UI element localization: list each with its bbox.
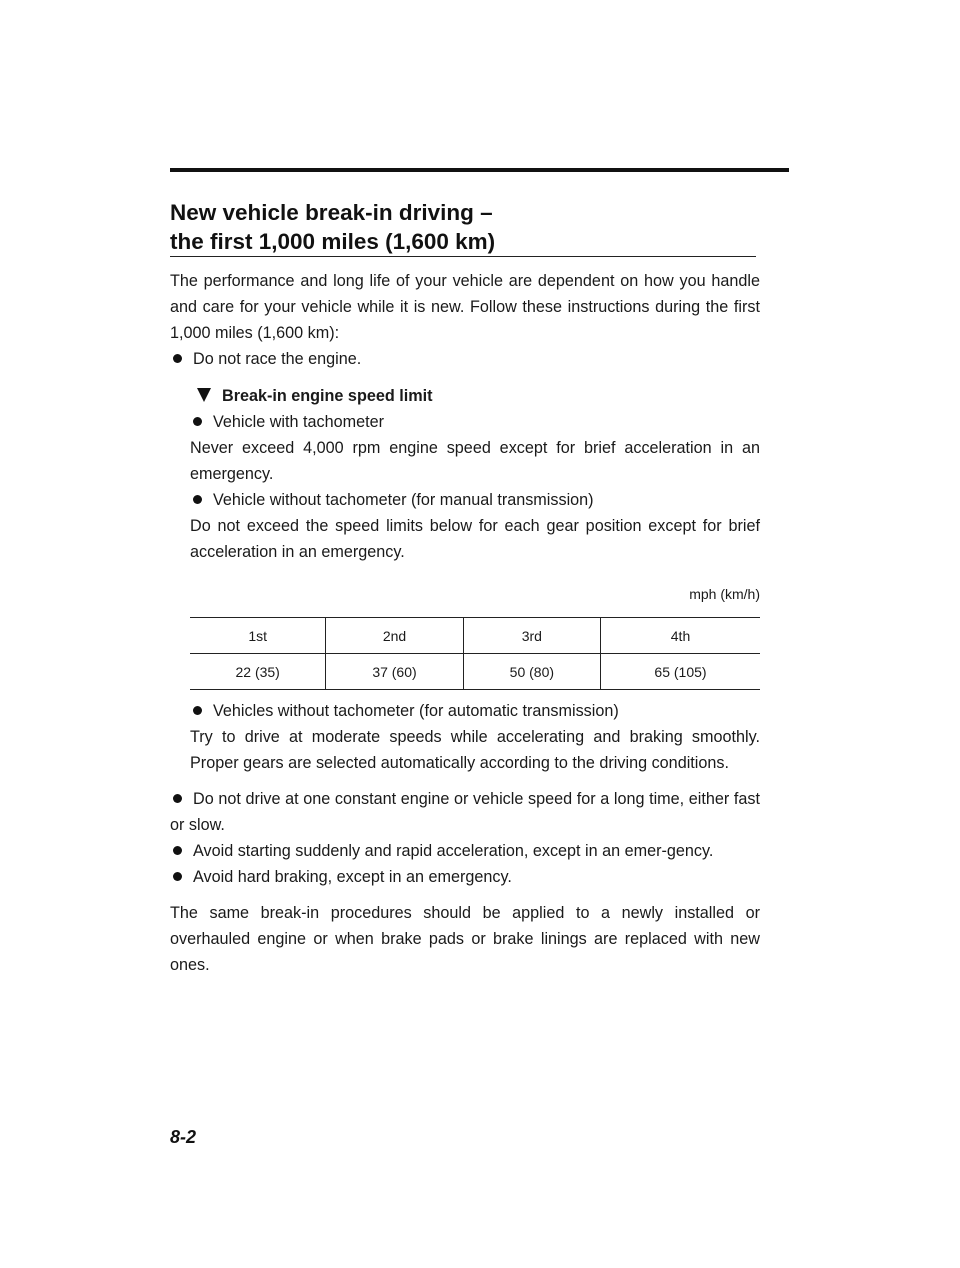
section-heading-text: Break-in engine speed limit (222, 387, 433, 405)
bullet-icon (173, 354, 182, 363)
top-rule (170, 168, 789, 172)
table-cell: 65 (105) (601, 654, 760, 690)
bullet-item-automatic (190, 698, 760, 724)
bullet-item-manual (190, 487, 760, 513)
bullet-icon (173, 794, 182, 803)
bullet-text: Vehicle without tachometer (for manual transmission) (213, 491, 594, 509)
closing-paragraph: The same break-in procedures should be applied to a newly installed or overhauled engine or when brake pads or brake linings are replaced with new ones. (170, 904, 760, 974)
automatic-paragraph: Try to drive at moderate speeds while accelerating and braking smoothly. Proper gears are selected automatically according to the driving conditions. (190, 728, 760, 772)
table-header-cell: 4th (601, 618, 760, 654)
table-cell: 22 (35) (190, 654, 326, 690)
spacer (170, 890, 760, 900)
manual-paragraph: Do not exceed the speed limits below for each gear position except for brief acceleration in an emergency. (190, 517, 760, 561)
bullet-item-race (170, 346, 760, 372)
down-triangle-icon (197, 388, 211, 402)
bullet-item-constant-speed (170, 786, 760, 838)
page-content (170, 198, 760, 978)
bullet-icon (193, 706, 202, 715)
bullet-item-braking (170, 864, 760, 890)
table-row (190, 654, 760, 690)
bullet-icon (193, 417, 202, 426)
table-cell: 37 (60) (326, 654, 463, 690)
bullet-text: Do not drive at one constant engine or vehicle speed for a long time, either fast or slow. (170, 790, 760, 834)
table-header-cell: 1st (190, 618, 326, 654)
bullet-text: Avoid starting suddenly and rapid acceleration, except in an emer-gency. (193, 842, 714, 860)
tachometer-paragraph: Never exceed 4,000 rpm engine speed except for brief acceleration in an emergency. (190, 439, 760, 483)
table-cell: 50 (80) (463, 654, 600, 690)
bullet-item-tachometer (190, 409, 760, 435)
page-number: 8-2 (170, 1127, 197, 1147)
table-header-cell: 2nd (326, 618, 463, 654)
title-line-1: New vehicle break-in driving – (170, 200, 493, 225)
speed-limit-table (190, 617, 760, 690)
table-header-cell: 3rd (463, 618, 600, 654)
bullet-text: Vehicle with tachometer (213, 413, 384, 431)
bullet-text: Avoid hard braking, except in an emergency. (193, 868, 512, 886)
table-header-row (190, 618, 760, 654)
bullet-text: Do not race the engine. (193, 350, 362, 368)
bullet-icon (173, 872, 182, 881)
bullet-text: Vehicles without tachometer (for automatic transmission) (213, 702, 619, 720)
page-title (170, 198, 756, 257)
bullet-icon (193, 495, 202, 504)
title-line-2: the first 1,000 miles (1,600 km) (170, 229, 496, 254)
bullet-item-acceleration (170, 838, 760, 864)
table-unit-label: mph (km/h) (689, 586, 760, 602)
section-heading (190, 383, 760, 409)
spacer (170, 776, 760, 786)
intro-paragraph: The performance and long life of your vehicle are dependent on how you handle and care for your vehicle while it is new. Follow these instructions during the first 1,000 miles (1,600 km): (170, 272, 760, 342)
bullet-icon (173, 846, 182, 855)
spacer (170, 690, 760, 698)
